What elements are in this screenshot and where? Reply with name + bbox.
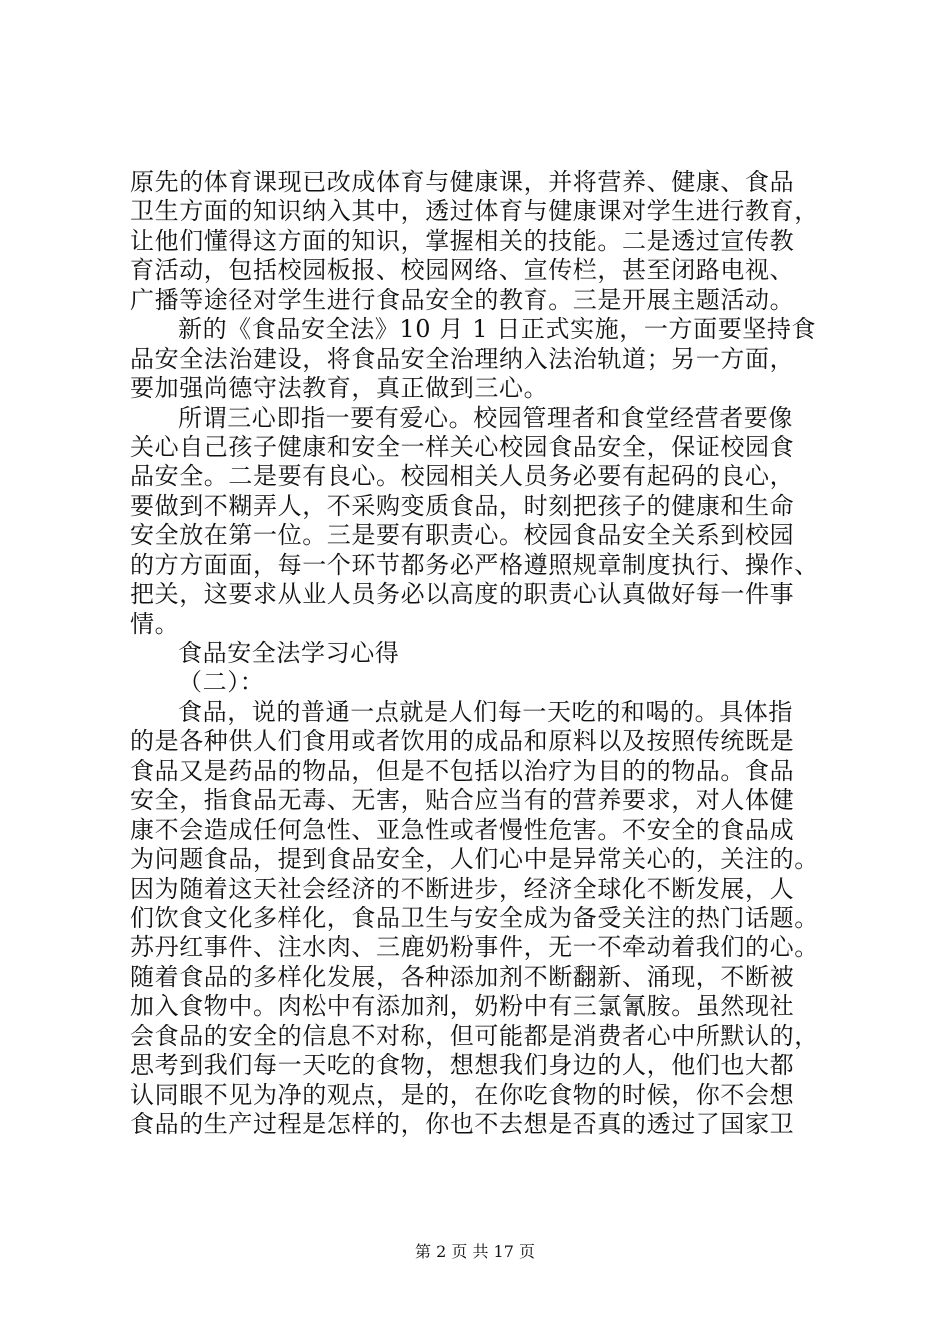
text-line: 广播等途径对学生进行食品安全的教育。三是开展主题活动。 [130, 285, 795, 314]
text-line: 认同眼不见为净的观点，是的，在你吃食物的时候，你不会想 [130, 1080, 795, 1109]
text-line: 卫生方面的知识纳入其中，透过体育与健康课对学生进行教育， [130, 197, 819, 226]
text-line: 因为随着这天社会经济的不断进步，经济全球化不断发展，人 [130, 874, 795, 903]
section-number: （二）： [178, 668, 265, 697]
text-line: 育活动，包括校园板报、校园网络、宣传栏，甚至闭路电视、 [130, 256, 795, 285]
text-line: 食品又是药品的物品，但是不包括以治疗为目的的物品。食品 [130, 756, 795, 785]
text-line: 安全放在第一位。三是要有职责心。校园食品安全关系到校园 [130, 521, 795, 550]
text-line: 加入食物中。肉松中有添加剂，奶粉中有三氯氰胺。虽然现社 [130, 992, 795, 1021]
text-line: 会食品的安全的信息不对称，但可能都是消费者心中所默认的， [130, 1021, 819, 1050]
section-heading: 食品安全法学习心得 [178, 639, 400, 667]
text-line: 要做到不糊弄人，不采购变质食品，时刻把孩子的健康和生命 [130, 491, 795, 520]
text-line: 关心自己孩子健康和安全一样关心校园食品安全，保证校园食 [130, 432, 795, 461]
text-line: 品安全。二是要有良心。校园相关人员务必要有起码的良心， [130, 462, 795, 491]
text-line: 们饮食文化多样化，食品卫生与安全成为备受关注的热门话题。 [130, 903, 819, 932]
text-line: 安全，指食品无毒、无害，贴合应当有的营养要求，对人体健 [130, 786, 795, 815]
page-number-footer: 第 2 页 共 17 页 [415, 1242, 535, 1261]
paragraph-first-line: 食品，说的普通一点就是人们每一天吃的和喝的。具体指 [178, 697, 793, 726]
text-line: 要加强尚德守法教育，真正做到三心。 [130, 374, 549, 403]
text-line: 的方方面面，每一个环节都务必严格遵照规章制度执行、操作、 [130, 550, 819, 579]
text-line: 康不会造成任何急性、亚急性或者慢性危害。不安全的食品成 [130, 815, 795, 844]
text-line: 思考到我们每一天吃的食物，想想我们身边的人，他们也大都 [130, 1051, 795, 1080]
paragraph-first-line: 所谓三心即指一要有爱心。校园管理者和食堂经营者要像 [178, 403, 793, 432]
text-line: 原先的体育课现已改成体育与健康课，并将营养、健康、食品 [130, 168, 795, 196]
text-line: 的是各种供人们食用或者饮用的成品和原料以及按照传统既是 [130, 727, 795, 756]
paragraph-first-line: 新的《食品安全法》10 月 1 日正式实施，一方面要坚持食 [178, 315, 817, 344]
text-line: 品安全法治建设，将食品安全治理纳入法治轨道；另一方面， [130, 344, 795, 373]
text-line: 苏丹红事件、注水肉、三鹿奶粉事件，无一不牵动着我们的心。 [130, 933, 819, 962]
document-body [130, 168, 830, 1139]
text-line: 把关，这要求从业人员务必以高度的职责心认真做好每一件事 [130, 580, 795, 609]
text-line: 为问题食品，提到食品安全，人们心中是异常关心的，关注的。 [130, 845, 819, 874]
text-line: 食品的生产过程是怎样的，你也不去想是否真的透过了国家卫 [130, 1110, 795, 1138]
text-line: 让他们懂得这方面的知识，掌握相关的技能。二是透过宣传教 [130, 226, 795, 255]
text-line: 随着食品的多样化发展，各种添加剂不断翻新、涌现，不断被 [130, 962, 795, 991]
text-line: 情。 [130, 609, 180, 638]
